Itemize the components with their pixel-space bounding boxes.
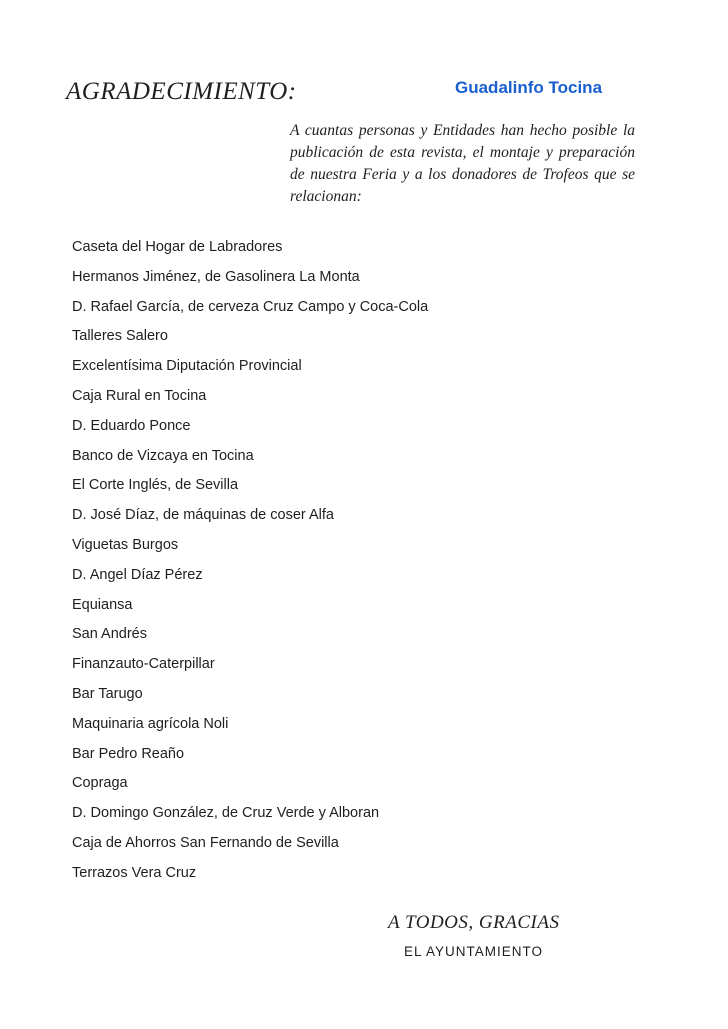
list-item: Excelentísima Diputación Provincial xyxy=(72,358,302,375)
list-item: D. Domingo González, de Cruz Verde y Alboran xyxy=(72,805,380,822)
list-item: Banco de Vizcaya en Tocina xyxy=(72,447,254,464)
intro-paragraph: A cuantas personas y Entidades han hecho posible la publicación de esta revista, el montaje y preparación de nuestra Feria y a los donadores de Trofeos que se relacionan: xyxy=(290,122,635,205)
list-item: San Andrés xyxy=(72,626,147,643)
list-item: Terrazos Vera Cruz xyxy=(72,864,197,881)
signature: EL AYUNTAMIENTO xyxy=(404,944,544,959)
watermark-label: Guadalinfo Tocina xyxy=(455,78,603,97)
list-item: Bar Pedro Reaño xyxy=(72,745,185,762)
donor-list xyxy=(72,237,428,893)
list-item: Equiansa xyxy=(72,596,133,613)
list-item: Caseta del Hogar de Labradores xyxy=(72,239,283,255)
list-item: El Corte Inglés, de Sevilla xyxy=(72,477,239,494)
list-item: D. Eduardo Ponce xyxy=(72,417,191,434)
list-item: Maquinaria agrícola Noli xyxy=(72,715,229,732)
list-item: Bar Tarugo xyxy=(72,685,143,702)
list-item: Hermanos Jiménez, de Gasolinera La Monta xyxy=(72,268,360,285)
list-item: Caja Rural en Tocina xyxy=(72,387,207,404)
list-item: Finanzauto-Caterpillar xyxy=(72,656,215,673)
list-item: Viguetas Burgos xyxy=(72,536,179,553)
page-title: AGRADECIMIENTO: xyxy=(66,78,297,105)
list-item: D. José Díaz, de máquinas de coser Alfa xyxy=(72,507,334,524)
list-item: D. Rafael García, de cerveza Cruz Campo y Coca-Cola xyxy=(72,298,429,315)
list-item: D. Angel Díaz Pérez xyxy=(72,566,203,583)
closing-thanks: A TODOS, GRACIAS xyxy=(388,912,560,933)
list-item: Talleres Salero xyxy=(72,328,168,345)
list-item: Caja de Ahorros San Fernando de Sevilla xyxy=(72,834,339,851)
list-item: Copraga xyxy=(72,775,128,792)
